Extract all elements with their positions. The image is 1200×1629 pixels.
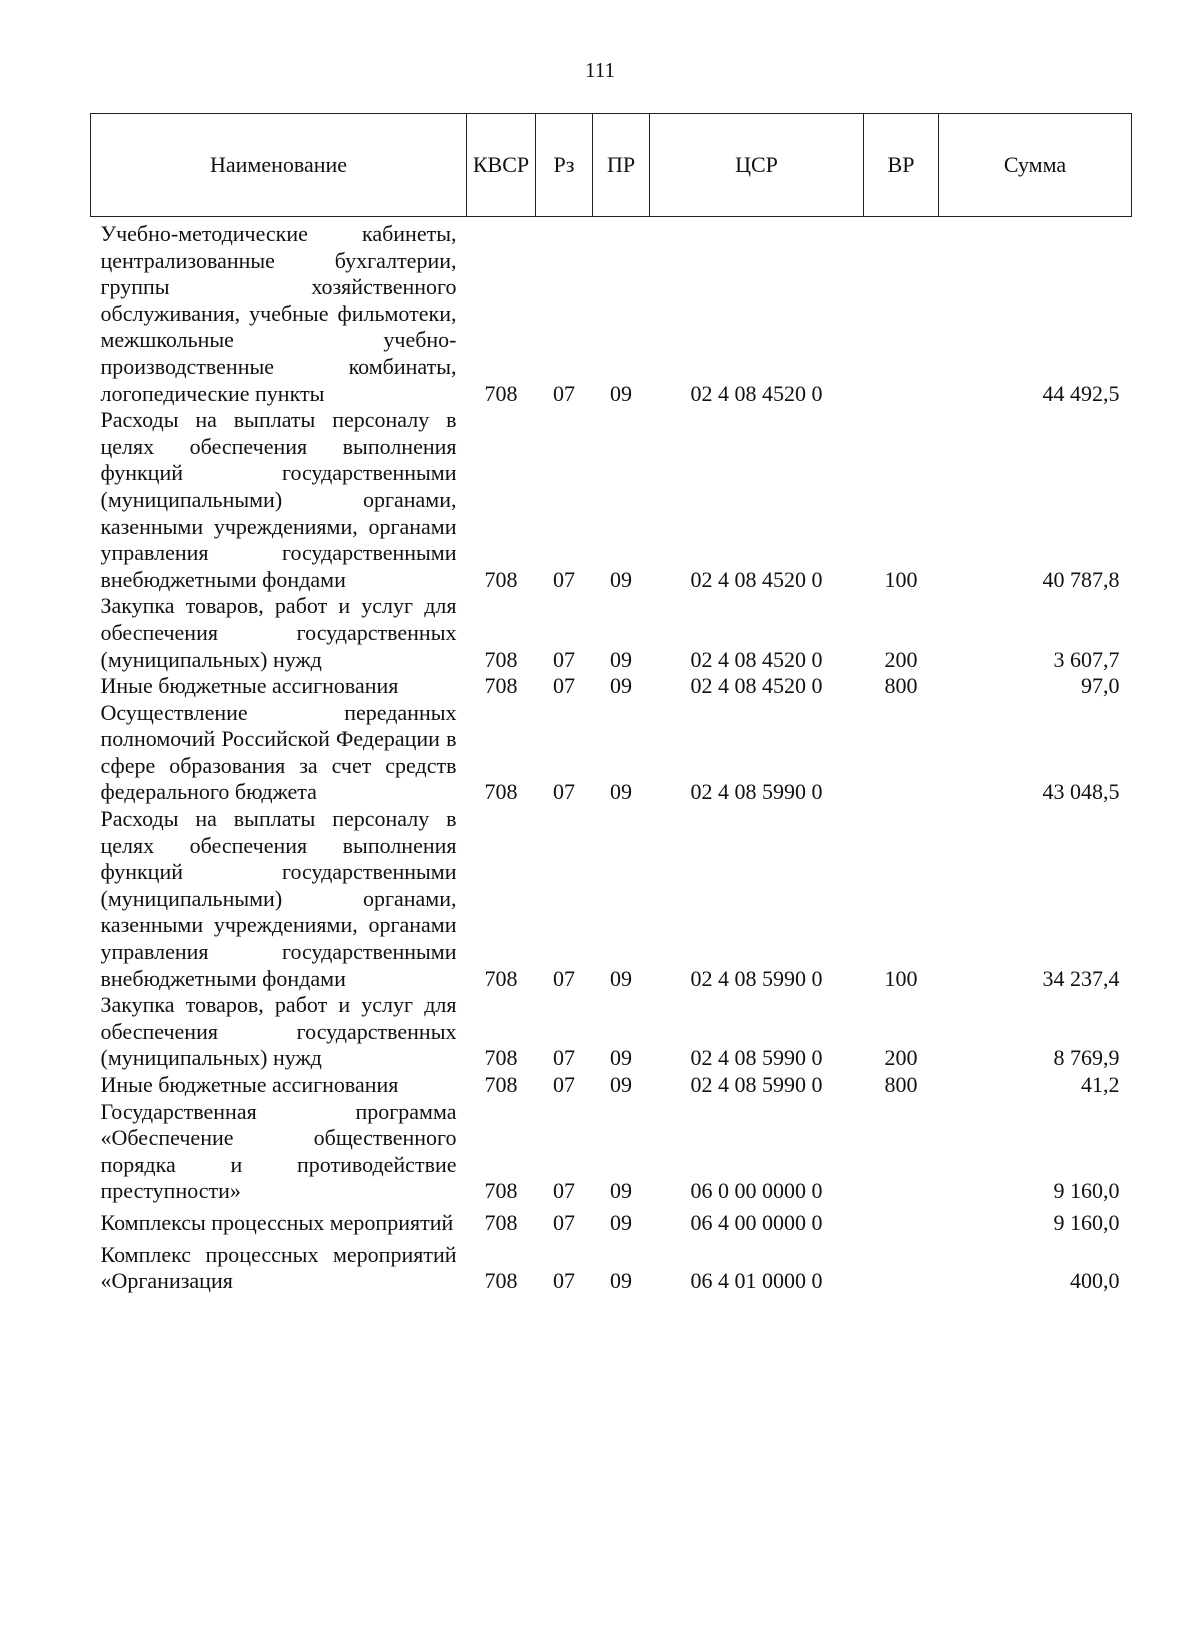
row-name: Закупка товаров, работ и услуг для обеспечения государственных (муниципальных) нужд [100,593,457,672]
row-pr: 09 [610,1178,632,1204]
header-name: Наименование [91,114,467,217]
row-rz: 07 [553,1178,575,1204]
row-rz: 07 [553,673,575,699]
row-kvsr: 708 [484,1268,518,1294]
row-csr: 06 4 00 0000 0 [690,1209,823,1235]
row-name: Расходы на выплаты персоналу в целях обеспечения выполнения функций государственными (муниципальными) органами, казенными учреждениями, органами управления государственными внебюджетными фондами [100,806,457,991]
row-vr: 100 [884,566,918,592]
row-vr [864,1205,939,1237]
row-kvsr: 708 [484,673,518,699]
table-row [91,700,1132,806]
header-vr: ВР [864,114,939,217]
page-number: 111 [585,58,615,82]
row-name: Комплексы процессных мероприятий [100,1209,454,1235]
header-csr: ЦСР [650,114,864,217]
row-vr: 200 [884,1045,918,1071]
table-row [91,1072,1132,1099]
row-vr [864,217,939,408]
row-sum: 41,2 [1081,1072,1120,1097]
row-csr: 02 4 08 4520 0 [690,673,823,699]
row-csr: 06 4 01 0000 0 [690,1268,823,1294]
row-kvsr: 708 [484,1209,518,1235]
row-pr: 09 [610,1209,632,1235]
row-vr [864,1099,939,1205]
row-vr: 200 [884,646,918,672]
row-rz: 07 [553,1209,575,1235]
row-kvsr: 708 [484,1072,518,1097]
row-name: Расходы на выплаты персоналу в целях обеспечения выполнения функций государственными (муниципальными) органами, казенными учреждениями, органами управления государственными внебюджетными фондами [100,407,457,592]
row-rz: 07 [553,965,575,991]
table-row [91,217,1132,408]
row-pr: 09 [610,380,632,406]
row-pr: 09 [610,779,632,805]
table-row [91,992,1132,1072]
row-vr: 100 [884,965,918,991]
header-pr: ПР [593,114,650,217]
row-sum: 44 492,5 [1042,380,1120,406]
row-name: Иные бюджетные ассигнования [100,1072,399,1097]
row-csr: 02 4 08 5990 0 [690,965,823,991]
row-name: Осуществление переданных полномочий Российской Федерации в сфере образования за счет средств федерального бюджета [100,699,457,805]
row-sum: 9 160,0 [1053,1209,1120,1235]
row-vr: 800 [884,673,918,699]
table-header [91,114,1132,217]
row-name: Учебно-методические кабинеты, централизованные бухгалтерии, группы хозяйственного обслуживания, учебные фильмотеки, межшкольные учебно-производственные комбинаты, логопедические пункты [100,221,457,406]
row-pr: 09 [610,566,632,592]
row-kvsr: 708 [484,779,518,805]
header-kvsr: КВСР [467,114,536,217]
row-csr: 06 0 00 0000 0 [690,1178,823,1204]
row-kvsr: 708 [484,1178,518,1204]
row-pr: 09 [610,1072,632,1097]
row-pr: 09 [610,965,632,991]
row-rz: 07 [553,1072,575,1097]
row-sum: 34 237,4 [1042,965,1120,991]
row-sum: 97,0 [1081,673,1120,699]
row-csr: 02 4 08 5990 0 [690,1045,823,1071]
row-csr: 02 4 08 4520 0 [690,380,823,406]
budget-table [90,113,1132,1295]
row-csr: 02 4 08 4520 0 [690,566,823,592]
row-rz: 07 [553,1045,575,1071]
table-row [91,407,1132,593]
row-name: Комплекс процессных мероприятий «Организация [100,1241,457,1294]
row-kvsr: 708 [484,566,518,592]
row-rz: 07 [553,1268,575,1294]
row-pr: 09 [610,1268,632,1294]
row-sum: 40 787,8 [1042,566,1120,592]
header-rz: Рз [536,114,593,217]
row-sum: 3 607,7 [1053,646,1120,672]
row-sum: 43 048,5 [1042,779,1120,805]
table-row [91,1099,1132,1205]
row-sum: 400,0 [1070,1268,1120,1294]
row-name: Иные бюджетные ассигнования [100,673,399,699]
row-csr: 02 4 08 4520 0 [690,646,823,672]
row-vr [864,1237,939,1295]
row-pr: 09 [610,673,632,699]
row-vr: 800 [884,1072,918,1097]
row-sum: 9 160,0 [1053,1178,1120,1204]
row-kvsr: 708 [484,380,518,406]
row-rz: 07 [553,380,575,406]
table-row [91,1205,1132,1237]
row-name: Государственная программа «Обеспечение общественного порядка и противодействие преступности» [100,1098,457,1204]
table-row [91,806,1132,992]
header-sum: Сумма [939,114,1132,217]
row-rz: 07 [553,566,575,592]
row-sum: 8 769,9 [1053,1045,1120,1071]
row-kvsr: 708 [484,965,518,991]
row-pr: 09 [610,1045,632,1071]
row-rz: 07 [553,779,575,805]
table-body [91,217,1132,1295]
row-vr [864,700,939,806]
row-rz: 07 [553,646,575,672]
row-kvsr: 708 [484,1045,518,1071]
row-name: Закупка товаров, работ и услуг для обеспечения государственных (муниципальных) нужд [100,992,457,1071]
table-row [91,673,1132,700]
row-pr: 09 [610,646,632,672]
row-csr: 02 4 08 5990 0 [690,1072,823,1097]
table-row [91,1237,1132,1295]
table-row [91,593,1132,673]
row-csr: 02 4 08 5990 0 [690,779,823,805]
row-kvsr: 708 [484,646,518,672]
